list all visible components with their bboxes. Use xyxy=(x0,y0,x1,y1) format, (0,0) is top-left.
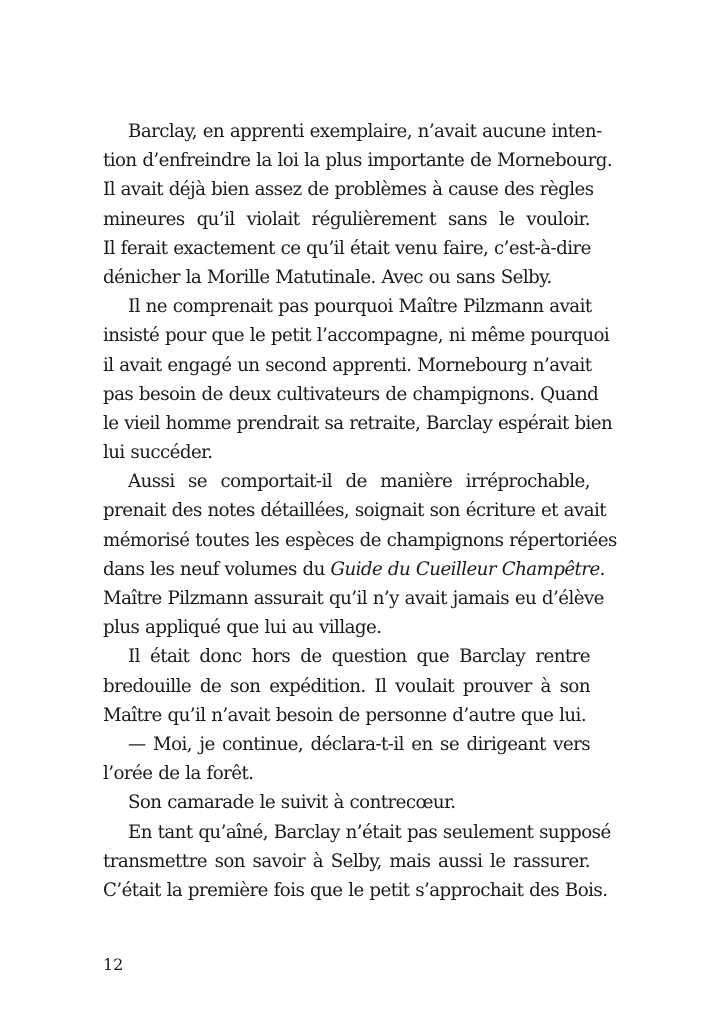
text-line: mineures qu’il violait régulièrement sans le vouloir. xyxy=(103,208,590,230)
text-line: tion d’enfreindre la loi la plus importante de Mornebourg. xyxy=(103,150,613,172)
book-title: Guide du Cueilleur Champêtre xyxy=(330,558,600,580)
text-line: Maître Pilzmann assurait qu’il n’y avait jamais eu d’élève xyxy=(103,588,604,609)
page-number: 12 xyxy=(103,955,124,974)
text-line: Son camarade le suivit à contrecœur. xyxy=(128,792,456,814)
text-line: En tant qu’aîné, Barclay n’était pas seulement supposé xyxy=(128,821,611,843)
text-line: dénicher la Morille Matutinale. Avec ou sans Selby. xyxy=(103,266,552,288)
text-line: prenait des notes détaillées, soignait son écriture et avait xyxy=(103,500,607,522)
text-line: mémorisé toutes les espèces de champignons répertoriées xyxy=(103,529,617,551)
text-line: l’orée de la forêt. xyxy=(103,763,254,785)
text-line: C’était la première fois que le petit s’approchait des Bois. xyxy=(103,879,608,901)
text-line: transmettre son savoir à Selby, mais aussi le rassurer. xyxy=(103,850,590,872)
text-line: Aussi se comportait-il de manière irréprochable, xyxy=(128,471,590,493)
text-line: Il ne comprenait pas pourquoi Maître Pilzmann avait xyxy=(128,296,592,318)
text-line: Maître qu’il n’avait besoin de personne d’autre que lui. xyxy=(103,704,587,726)
text-line: Il avait déjà bien assez de problèmes à cause des règles xyxy=(103,179,594,201)
body-text xyxy=(103,117,617,905)
text-line: pas besoin de deux cultivateurs de champignons. Quand xyxy=(103,383,599,405)
text-line: il avait engagé un second apprenti. Mornebourg n’avait xyxy=(103,354,592,376)
text-line: Barclay, en apprenti exemplaire, n’avait aucune inten- xyxy=(128,121,602,142)
text-line: bredouille de son expédition. Il voulait prouver à son xyxy=(103,675,590,697)
text-line: lui succéder. xyxy=(103,442,213,464)
text-line: Il ferait exactement ce qu’il était venu faire, c’est-à-dire xyxy=(103,237,591,259)
text-line: — Moi, je continue, déclara-t-il en se dirigeant vers xyxy=(128,733,590,755)
text-line: le vieil homme prendrait sa retraite, Barclay espérait bien xyxy=(103,412,613,434)
text-line: plus appliqué que lui au village. xyxy=(103,617,382,639)
text-line: Il était donc hors de question que Barclay rentre xyxy=(128,646,590,668)
text-line: insisté pour que le petit l’accompagne, ni même pourquoi xyxy=(103,325,610,347)
text-line: dans les neuf volumes du Guide du Cueilleur Champêtre. xyxy=(103,558,605,580)
